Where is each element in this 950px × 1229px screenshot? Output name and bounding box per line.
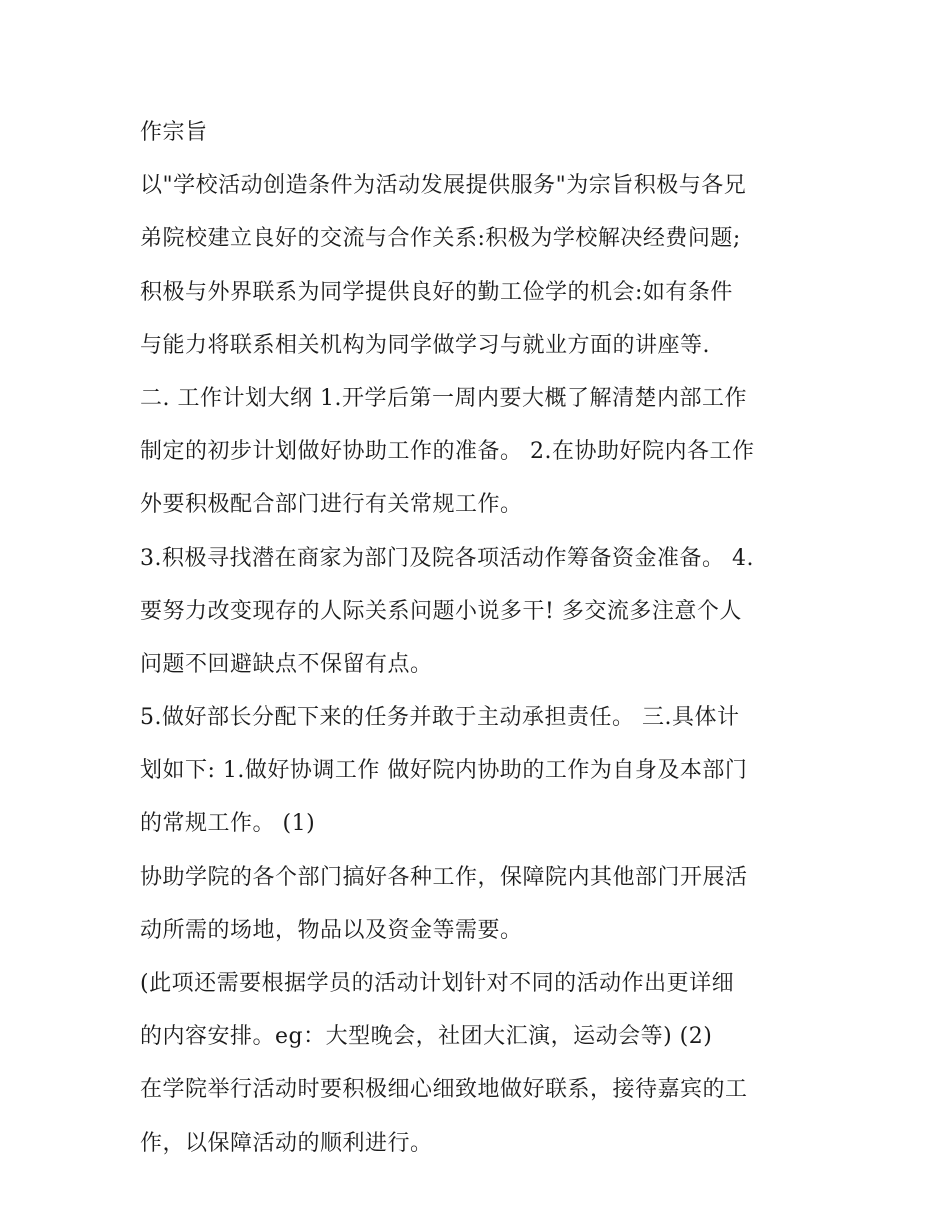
text-line: 二. 工作计划大纲 1.开学后第一周内要大概了解清楚内部工作 [140,385,747,411]
text-line: 与能力将联系相关机构为同学做学习与就业方面的讲座等. [140,332,710,358]
text-line: 的常规工作。 (1) [140,811,316,837]
text-line: (此项还需要根据学员的活动计划针对不同的活动作出更详细 [140,971,735,996]
text-line: 制定的初步计划做好协助工作的准备。 2.在协助好院内各工作 [140,439,755,465]
text-line: 5.做好部长分配下来的任务并敢于主动承担责任。 三.具体计 [140,705,740,731]
text-line: 3.积极寻找潜在商家为部门及院各项活动作筹备资金准备。 4. [140,545,754,571]
text-line: 积极与外界联系为同学提供良好的勤工俭学的机会:如有条件 [140,279,733,305]
text-line: 作宗旨 [140,120,208,145]
text-line: 以"学校活动创造条件为活动发展提供服务"为宗旨积极与各兄 [140,173,747,199]
text-line: 协助学院的各个部门搞好各种工作，保障院内其他部门开展活 [140,864,748,890]
text-line: 在学院举行活动时要积极细心细致地做好联系，接待嘉宾的工 [140,1077,748,1103]
text-line: 要努力改变现存的人际关系问题小说多干! 多交流多注意个人 [140,598,742,624]
text-line: 问题不回避缺点不保留有点。 [140,651,433,677]
text-line: 作，以保障活动的顺利进行。 [140,1130,433,1156]
text-line: 动所需的场地，物品以及资金等需要。 [140,917,523,943]
text-line: 外要积极配合部门进行有关常规工作。 [140,492,523,518]
text-line: 划如下: 1.做好协调工作 做好院内协助的工作为自身及本部门 [140,758,748,784]
text-line: 的内容安排。eg：大型晚会，社团大汇演，运动会等) (2) [140,1024,713,1050]
document-body [140,106,830,1170]
text-line: 弟院校建立良好的交流与合作关系:积极为学校解决经费问题; [140,226,741,252]
